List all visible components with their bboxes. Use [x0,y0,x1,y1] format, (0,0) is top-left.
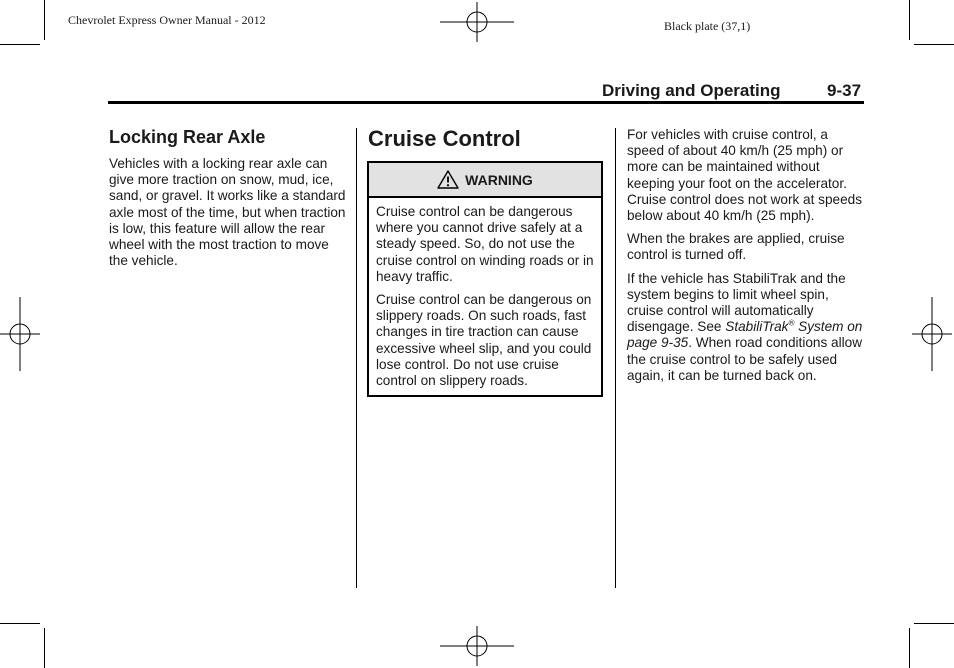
running-header-right: Black plate (37,1) [664,19,751,33]
text-run: . When road conditions allow the cruise control to be safely used again, it can be turned back on. [627,335,863,383]
warning-header [369,163,601,198]
crop-mark [44,628,45,668]
column-divider [615,128,616,588]
registration-mark-icon [440,626,514,666]
registration-mark-icon [912,297,952,371]
registered-mark: ® [788,318,795,328]
paragraph-stabilitrak [627,271,867,384]
registration-mark-icon [440,2,514,42]
warning-paragraph: Cruise control can be dangerous where you cannot drive safely at a steady speed. So, do not use the cruise control on winding roads or in heavy traffic. [376,204,594,284]
text-run: If the vehicle has StabiliTrak and the system begins to limit wheel spin, cruise control will automatically disengage. See [627,270,846,335]
page-number: 9-37 [827,81,862,100]
running-header-left: Chevrolet Express Owner Manual - 2012 [68,13,266,27]
paragraph: For vehicles with cruise control, a speed of about 40 km/h (25 mph) or more can be maintained without keeping your foot on the accelerator. Cruise control does not work at speeds below about 40 km/h (25 mph). [627,127,862,224]
reference-name: StabiliTrak [725,319,789,335]
cruise-control-heading: Cruise Control [368,126,521,151]
paragraph: When the brakes are applied, cruise control is turned off. [627,231,845,263]
registration-mark-icon [0,297,40,371]
cruise-control-body [627,127,867,391]
column-divider [356,128,357,588]
crop-mark [909,628,910,668]
warning-label: WARNING [465,171,533,188]
warning-paragraph: Cruise control can be dangerous on slippery roads. On such roads, fast changes in tire traction can cause excessive wheel slip, and you could lose control. Do not use cruise control on slippery roads. [376,292,592,389]
crop-mark [914,623,954,624]
crop-mark [0,623,40,624]
paragraph: Vehicles with a locking rear axle can give more traction on snow, mud, ice, sand, or gravel. It works like a standard axle most of the time, but when traction is low, this feature will allow the rear wheel with the most traction to move the vehicle. [109,156,346,269]
crop-mark [909,0,910,40]
warning-body [369,198,601,389]
locking-rear-axle-body [109,156,349,276]
section-title: Driving and Operating [602,81,781,100]
crop-mark [0,44,40,45]
reference-rest: System on page 9-35 [627,319,863,351]
locking-rear-axle-heading: Locking Rear Axle [109,127,266,147]
crop-mark [44,0,45,40]
crop-mark [914,44,954,45]
warning-box [367,161,603,397]
header-rule [108,101,864,104]
warning-triangle-icon [437,170,459,189]
